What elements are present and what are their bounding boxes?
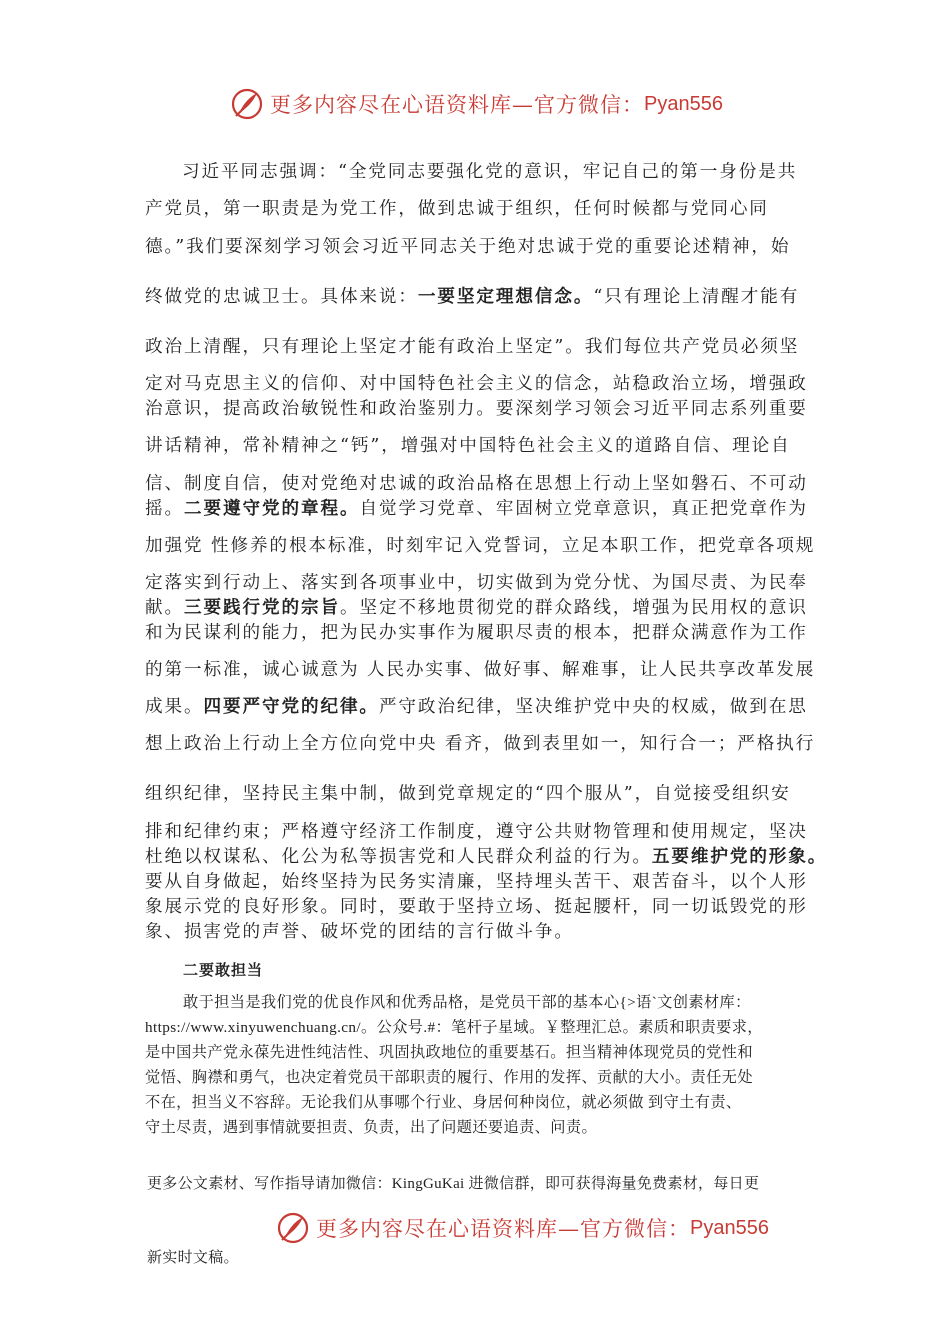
text-line: 定落实到行动上、落实到各项事业中，切实做到为党分忧、为国尽责、为民奉 [145,573,808,593]
section-title: 二要敢担当 [183,961,264,979]
quill-logo-icon [230,87,264,121]
text-line: 治意识，提高政治敏锐性和政治鉴别力。要深刻学习领会习近平同志系列重要 [145,399,808,419]
text-line: 终做党的忠诚卫士。具体来说：一要坚定理想信念。“只有理论上清醒才能有 [145,286,800,307]
text-line: 和为民谋利的能力，把为民办实事作为履职尽责的根本，把群众满意作为工作 [145,623,808,643]
quill-logo-icon [276,1211,310,1245]
banner-text: 更多内容尽在心语资料库—官方微信： [316,1217,690,1241]
text-line: 组织纪律，坚持民主集中制，做到党章规定的“四个服从”，自觉接受组织安 [145,784,791,804]
text-line: 定对马克思主义的信仰、对中国特色社会主义的信念，站稳政治立场，增强政 [145,374,808,394]
text-line: 不在，担当义不容辞。无论我们从事哪个行业、身居何种岗位，就必须做 到守土有责、 [145,1094,742,1111]
text-line: 守土尽责，遇到事情就要担责、负责，出了问题还要追责、问责。 [145,1119,598,1136]
text-line: 加强党 性修养的根本标准，时刻牢记入党誓词，立足本职工作，把党章各项规 [145,536,816,556]
text-line: 政治上清醒，只有理论上坚定才能有政治上坚定”。我们每位共产党员必须坚 [145,337,800,357]
text-line: 成果。四要严守党的纪律。严守政治纪律，坚决维护党中央的权威，做到在思 [145,696,808,717]
banner-text: 更多内容尽在心语资料库—官方微信： [270,93,644,117]
banner-wechat-id: Pyan556 [644,92,723,115]
top-banner [230,84,723,124]
text-line: 信、制度自信，使对党绝对忠诚的政治品格在思想上行动上坚如磐石、不可动 [145,474,808,494]
text-line: 杜绝以权谋私、化公为私等损害党和人民群众利益的行为。五要维护党的形象。 [145,846,828,867]
text-line: 象展示党的良好形象。同时，要敢于坚持立场、挺起腰杆，同一切诋毁党的形 [145,897,808,917]
text-line: 的第一标准，诚心诚意为 人民办实事、做好事、解难事，让人民共享改革发展 [145,660,816,680]
text-line: 想上政治上行动上全方位向党中央 看齐，做到表里如一，知行合一；严格执行 [145,734,816,754]
text-line: 排和纪律约束；严格遵守经济工作制度，遵守公共财物管理和使用规定，坚决 [145,822,808,842]
bottom-banner [276,1208,769,1248]
text-line: 献。三要践行党的宗旨。坚定不移地贯彻党的群众路线，增强为民用权的意识 [145,597,808,618]
banner-wechat-id: Pyan556 [690,1216,769,1239]
footer-line-1: 更多公文素材、写作指导请加微信：KingGuKai 进微信群，即可获得海量免费素材，每日更 [147,1176,760,1192]
text-line: 讲话精神，常补精神之“钙”，增强对中国特色社会主义的道路自信、理论自 [145,436,791,456]
text-line: 象、损害党的声誉、破坏党的团结的言行做斗争。 [145,922,574,942]
text-line: 习近平同志强调：“全党同志要强化党的意识，牢记自己的第一身份是共 [182,162,798,182]
text-line: 摇。二要遵守党的章程。自觉学习党章、牢固树立党章意识，真正把党章作为 [145,498,808,519]
text-line: 觉悟、胸襟和勇气，也决定着党员干部职责的履行、作用的发挥、贡献的大小。责任无处 [145,1069,753,1086]
text-line: 要从自身做起，始终坚持为民务实清廉，坚持埋头苦干、艰苦奋斗，以个人形 [145,872,808,892]
footer-line-2: 新实时文稿。 [147,1250,239,1266]
text-line: 德。”我们要深刻学习领会习近平同志关于绝对忠诚于党的重要论述精神，始 [145,237,791,257]
text-line: 敢于担当是我们党的优良作风和优秀品格，是党员干部的基本心{>语`文创素材库： [183,994,751,1011]
text-line: https://www.xinyuwenchuang.cn/。公众号.#：笔杆子星域。￥整理汇总。素质和职责要求， [145,1019,763,1036]
text-line: 是中国共产党永葆先进性纯洁性、巩固执政地位的重要基石。担当精神体现党员的党性和 [145,1044,753,1061]
text-line: 产党员，第一职责是为党工作，做到忠诚于组织，任何时候都与党同心同 [145,199,769,219]
